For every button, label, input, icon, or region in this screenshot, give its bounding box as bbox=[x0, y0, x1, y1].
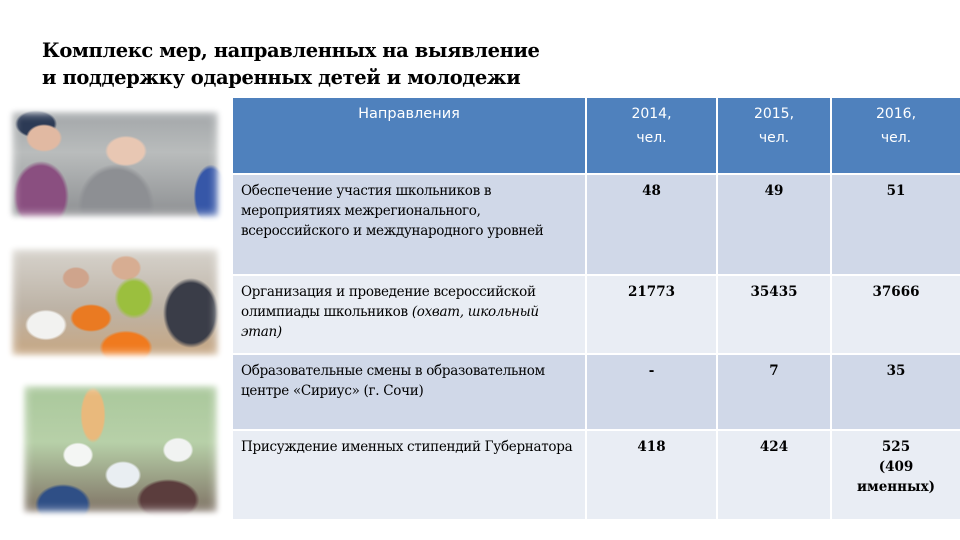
header-2015 bbox=[717, 97, 831, 174]
header-2015-unit: чел. bbox=[758, 130, 790, 146]
header-2016 bbox=[831, 97, 960, 174]
header-2015-year: 2015, bbox=[753, 106, 795, 122]
row-label bbox=[232, 275, 586, 354]
cell-2016-value: 525 bbox=[881, 439, 911, 455]
table-row bbox=[232, 174, 960, 275]
cell-2014: 418 bbox=[586, 430, 717, 520]
row-label bbox=[232, 174, 586, 275]
cell-2016 bbox=[831, 430, 960, 520]
cell-2015: 7 bbox=[717, 354, 831, 430]
table-row bbox=[232, 275, 960, 354]
cell-2015: 35435 bbox=[717, 275, 831, 354]
row-label-text: Обеспечение участия школьников в мероприятиях межрегионального, всероссийского и международного уровней bbox=[241, 183, 544, 239]
table-header-row bbox=[232, 97, 960, 174]
row-label-text: Присуждение именных стипендий Губернатора bbox=[241, 439, 573, 455]
row-label bbox=[232, 430, 586, 520]
row-label-note: (охват, школьный этап) bbox=[241, 304, 539, 340]
header-2014-year: 2014, bbox=[631, 106, 672, 122]
table-row bbox=[232, 430, 960, 520]
row-label bbox=[232, 354, 586, 430]
table-row bbox=[232, 354, 960, 430]
cell-2014: - bbox=[586, 354, 717, 430]
header-2016-unit: чел. bbox=[880, 130, 912, 146]
header-directions: Направления bbox=[232, 97, 586, 174]
cell-2014: 48 bbox=[586, 174, 717, 275]
header-2016-year: 2016, bbox=[875, 106, 917, 122]
row-label-text: Образовательные смены в образовательном центре «Сириус» (г. Сочи) bbox=[241, 363, 545, 399]
cell-2015: 49 bbox=[717, 174, 831, 275]
students-clapping-photo bbox=[6, 106, 224, 222]
cell-2016: 37666 bbox=[831, 275, 960, 354]
slide-title-line-1: Комплекс мер, направленных на выявление bbox=[42, 39, 540, 62]
cell-2016: 35 bbox=[831, 354, 960, 430]
header-2014 bbox=[586, 97, 717, 174]
students-robotics-photo bbox=[6, 243, 224, 361]
header-2014-unit: чел. bbox=[636, 130, 667, 146]
slide-title bbox=[42, 37, 540, 91]
row-label-text: Организация и проведение всероссийской олимпиады школьников bbox=[241, 284, 536, 320]
cell-2015: 424 bbox=[717, 430, 831, 520]
cell-2014: 21773 bbox=[586, 275, 717, 354]
students-holding-certificates-photo bbox=[18, 380, 223, 518]
gifted-children-measures-table bbox=[231, 96, 960, 521]
cell-2016-extra: (409 именных) bbox=[856, 459, 936, 495]
cell-2016: 51 bbox=[831, 174, 960, 275]
slide-title-line-2: и поддержку одаренных детей и молодежи bbox=[42, 66, 521, 89]
